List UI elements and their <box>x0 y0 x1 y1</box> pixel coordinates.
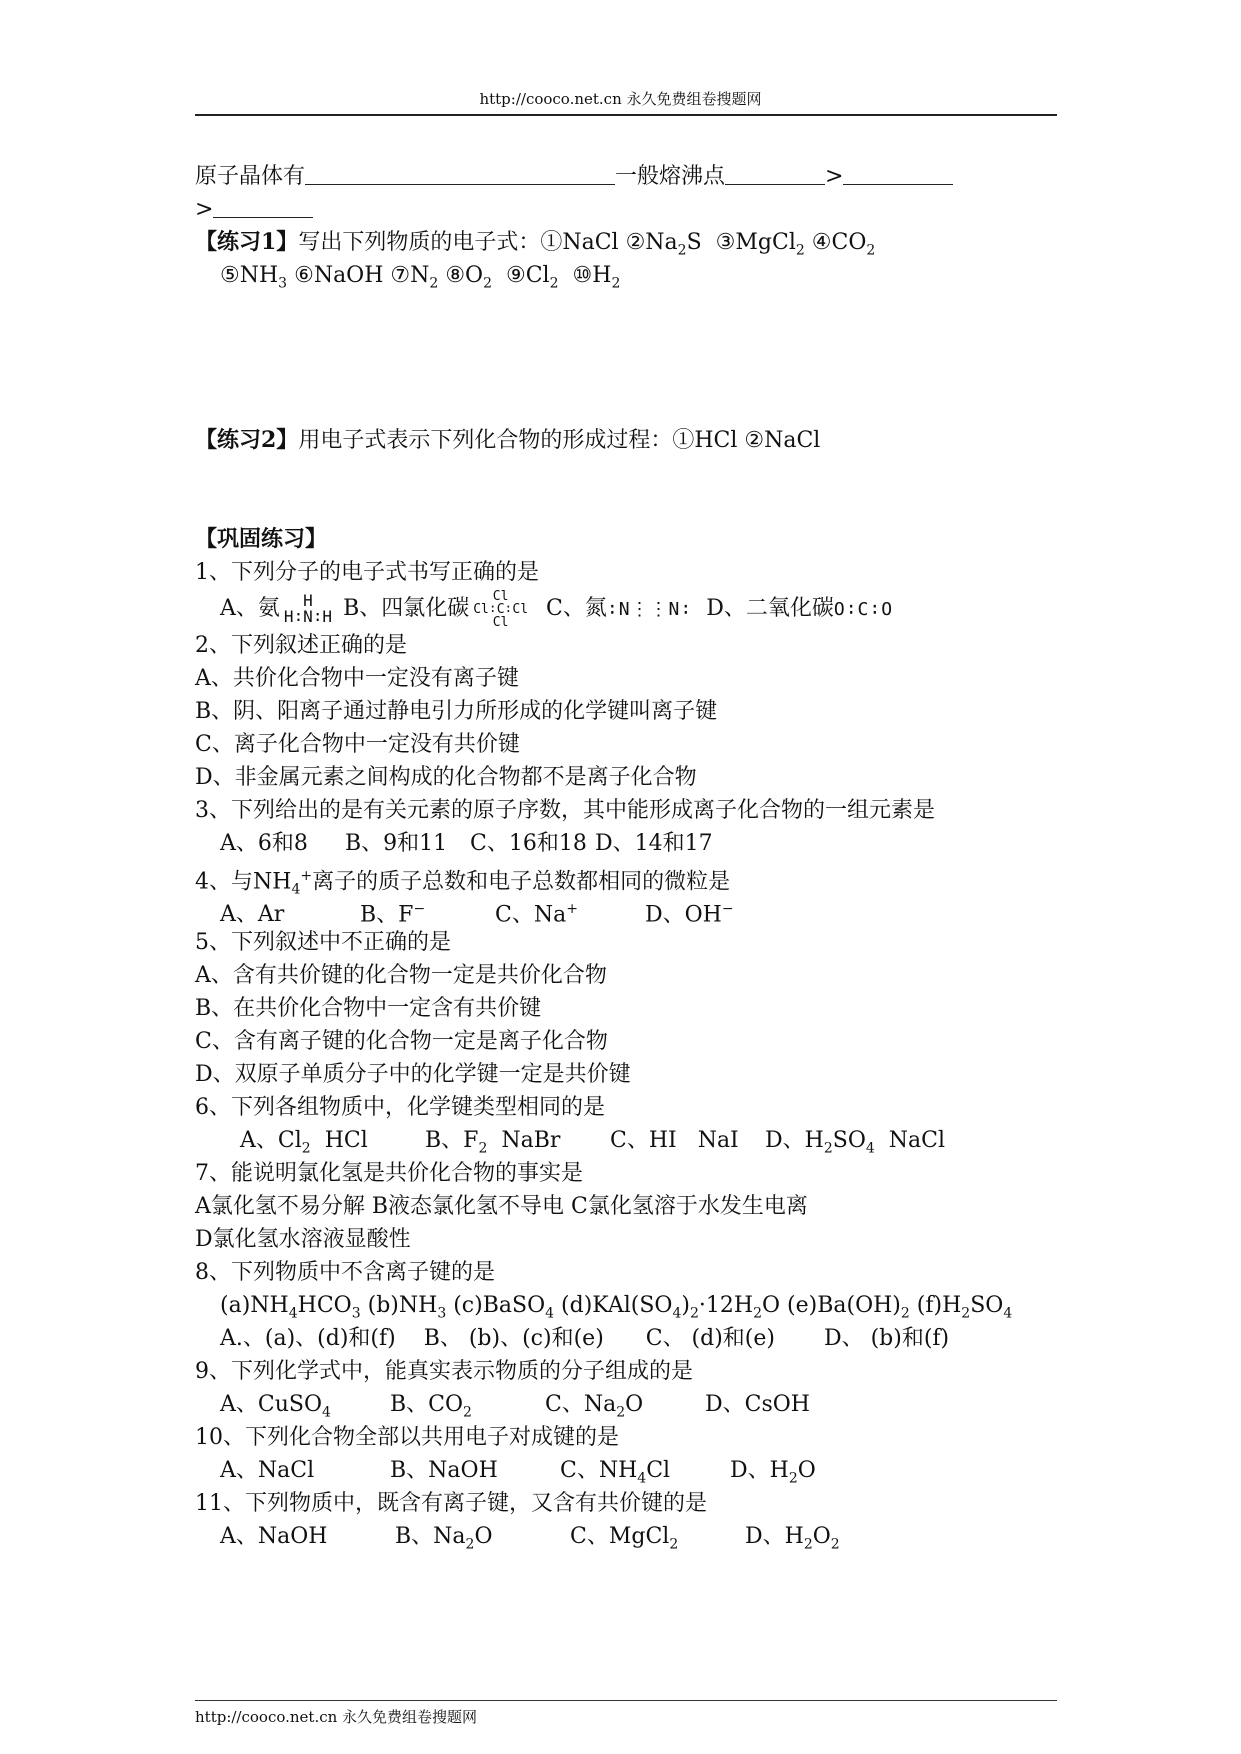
q1-option-c: C、氮 <box>546 596 607 621</box>
question-9-stem: 9、下列化学式中，能真实表示物质的分子组成的是 <box>195 1359 693 1384</box>
q2-option-d: D、非金属元素之间构成的化合物都不是离子化合物 <box>195 765 697 790</box>
ccl4-structure-icon: Cl Cl∶C∶Cl Cl <box>473 588 529 630</box>
question-6-stem: 6、下列各组物质中，化学键类型相同的是 <box>195 1095 605 1120</box>
exercise-2: 【练习2】用电子式表示下列化合物的形成过程：①HCl ②NaCl <box>195 427 821 453</box>
question-5-stem: 5、下列叙述中不正确的是 <box>195 930 451 955</box>
exercise-1-label: 【练习1】 <box>195 229 299 255</box>
ammonia-structure-icon: H H∶N∶H <box>283 591 333 626</box>
q2-option-b: B、阴、阳离子通过静电引力所形成的化学键叫离子键 <box>195 699 718 724</box>
question-1-stem: 1、下列分子的电子式书写正确的是 <box>195 560 539 585</box>
question-1-options <box>195 589 1057 629</box>
question-11-options: A、NaOH B、$Na_2O$ C、MgCl$_2$ D、$H_2O_2$ <box>220 1524 840 1553</box>
question-3-options: A、6和8 B、9和11 C、16和18 D、14和17 <box>220 831 713 856</box>
question-8-substances: $(a)NH_4HCO_3$ $(b)NH_3$ (c)BaSO$_4$ $(d)KAl(SO_4)_2\cdot 12H_2O$ $(e)Ba(OH)_2$ $(f)H_2SO_4$ <box>220 1293 1013 1322</box>
q1-option-b: B、四氯化碳 <box>343 596 470 621</box>
consolidation-heading: 【巩固练习】 <box>195 526 328 552</box>
header-rule <box>195 114 1057 116</box>
header-url: http://cooco.net.cn 永久免费组卷搜题网 <box>479 90 762 108</box>
q2-option-a: A、共价化合物中一定没有离子键 <box>195 666 519 691</box>
footer-rule <box>195 1700 1057 1701</box>
footer-url: http://cooco.net.cn 永久免费组卷搜题网 <box>195 1708 478 1726</box>
question-11-stem: 11、下列物质中，既含有离子键，又含有共价键的是 <box>195 1491 707 1516</box>
answer-blank[interactable] <box>213 195 313 218</box>
q1-option-d: D、二氧化碳 <box>706 596 834 621</box>
question-2-stem: 2、下列叙述正确的是 <box>195 633 407 658</box>
exercise-1-items: $⑤NH_3$ ⑥NaOH $⑦N_2$ $⑧O_2$ $⑨Cl_2$ $⑩H_2$ <box>220 263 621 292</box>
question-8-options: A.、(a)、(d)和(f) B、 (b)、(c)和(e) C、 (d)和(e) D、 (b)和(f) <box>220 1326 950 1351</box>
intro-line: 原子晶体有 一般熔沸点 > <box>195 160 1057 193</box>
answer-blank[interactable] <box>843 162 953 185</box>
question-8-stem: 8、下列物质中不含离子键的是 <box>195 1260 495 1285</box>
answer-blank[interactable] <box>305 162 615 185</box>
question-7-stem: 7、能说明氯化氢是共价化合物的事实是 <box>195 1161 583 1186</box>
q1-option-a: A、氨 <box>220 596 280 621</box>
q5-option-b: B、在共价化合物中一定含有共价键 <box>195 996 542 1021</box>
q5-option-d: D、双原子单质分子中的化学键一定是共价键 <box>195 1062 631 1087</box>
question-6-options: A、$Cl_2$ HCl B、$F_2$ NaBr C、HI NaI D、$H_2SO_4$ NaCl <box>240 1128 946 1157</box>
answer-blank[interactable] <box>725 162 825 185</box>
question-3-stem: 3、下列给出的是有关元素的原子序数，其中能形成离子化合物的一组元素是 <box>195 798 935 823</box>
question-10-options: A、NaCl B、NaOH C、$NH_4Cl$ D、$H_2O$ <box>220 1458 816 1487</box>
q5-option-c: C、含有离子键的化合物一定是离子化合物 <box>195 1029 608 1054</box>
q7-options-line-1: A氯化氢不易分解 B液态氯化氢不导电 C氯化氢溶于水发生电离 <box>195 1194 808 1219</box>
document-body <box>195 160 1057 1553</box>
intro-line-2: > <box>195 193 1057 226</box>
exercise-2-label: 【练习2】 <box>195 427 299 453</box>
question-10-stem: 10、下列化合物全部以共用电子对成键的是 <box>195 1425 619 1450</box>
question-4-options: A、Ar B、F− C、Na+ D、OH− <box>220 901 734 928</box>
question-9-options: A、CuSO$_4$ B、$CO_2$ C、$Na_2O$ D、CsOH <box>220 1392 810 1421</box>
q2-option-c: C、离子化合物中一定没有共价键 <box>195 732 520 757</box>
q5-option-a: A、含有共价键的化合物一定是共价化合物 <box>195 963 607 988</box>
question-4-stem: 4、与$NH_4^+$离子的质子总数和电子总数都相同的微粒是 <box>195 868 731 898</box>
co2-structure-icon: O∶C∶O <box>833 599 894 620</box>
nitrogen-structure-icon: ∶N⋮⋮N∶ <box>606 599 693 620</box>
q7-options-line-2: D氯化氢水溶液显酸性 <box>195 1227 411 1252</box>
exercise-1: 【练习1】写出下列物质的电子式：①NaCl $②Na_2S$ ③MgCl$_2$ $④CO_2$ <box>195 229 876 259</box>
